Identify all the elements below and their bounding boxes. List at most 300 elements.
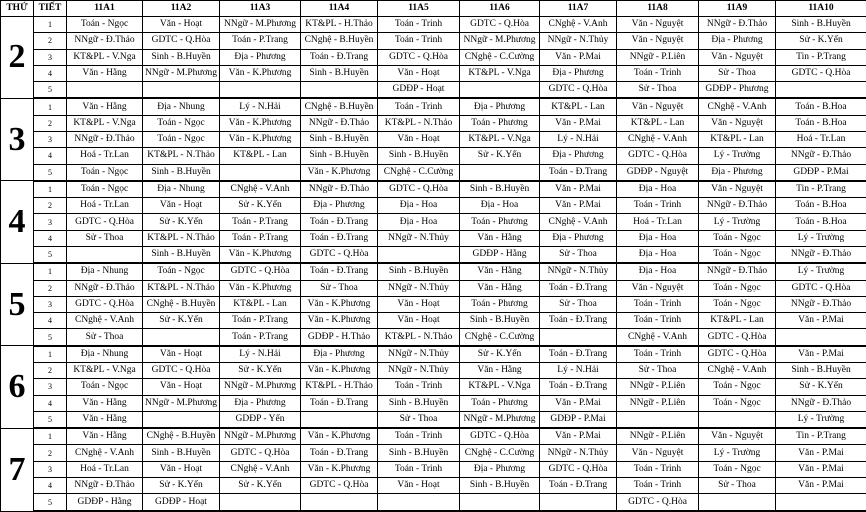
lesson-cell: GDĐP - P.Mai bbox=[540, 411, 617, 428]
table-row bbox=[1, 379, 866, 395]
period-number: 2 bbox=[34, 363, 67, 379]
lesson-cell: Tin - P.Trang bbox=[776, 428, 866, 445]
period-number: 5 bbox=[34, 247, 67, 264]
table-row bbox=[1, 280, 866, 296]
lesson-cell: NNgữ - P.Liên bbox=[617, 49, 699, 65]
lesson-cell bbox=[540, 329, 617, 346]
header-class: 11A5 bbox=[378, 1, 460, 17]
lesson-cell: Văn - K.Phương bbox=[220, 132, 301, 148]
lesson-cell: GDĐP - Hằng bbox=[67, 494, 143, 511]
lesson-cell: NNgữ - Đ.Thảo bbox=[776, 296, 866, 312]
lesson-cell: GDTC - Q.Hòa bbox=[540, 82, 617, 99]
header-class: 11A2 bbox=[143, 1, 220, 17]
period-number: 3 bbox=[34, 132, 67, 148]
lesson-cell: Văn - Hằng bbox=[67, 98, 143, 115]
header-row bbox=[1, 1, 866, 17]
lesson-cell: Địa - Hoa bbox=[617, 230, 699, 246]
lesson-cell: Sinh - B.Huyền bbox=[460, 181, 540, 198]
lesson-cell: CNghệ - V.Anh bbox=[220, 181, 301, 198]
lesson-cell: NNgữ - M.Phương bbox=[143, 65, 220, 81]
period-number: 1 bbox=[34, 98, 67, 115]
lesson-cell: Toán - Ngọc bbox=[67, 17, 143, 33]
period-number: 2 bbox=[34, 33, 67, 49]
period-number: 1 bbox=[34, 17, 67, 33]
lesson-cell: Văn - Nguyệt bbox=[617, 17, 699, 33]
lesson-cell: CNghệ - V.Anh bbox=[67, 445, 143, 461]
lesson-cell: Sinh - B.Huyền bbox=[460, 478, 540, 494]
lesson-cell: Địa - Hoa bbox=[617, 181, 699, 198]
lesson-cell: Toán - Ngọc bbox=[143, 263, 220, 280]
lesson-cell: NNgữ - P.Liên bbox=[617, 379, 699, 395]
table-row bbox=[1, 478, 866, 494]
period-number: 2 bbox=[34, 445, 67, 461]
table-row bbox=[1, 98, 866, 115]
lesson-cell bbox=[617, 411, 699, 428]
lesson-cell: Toán - Đ.Trang bbox=[540, 346, 617, 363]
lesson-cell: GDTC - Q.Hòa bbox=[67, 296, 143, 312]
header-class: 11A8 bbox=[617, 1, 699, 17]
lesson-cell: CNghệ - V.Anh bbox=[617, 329, 699, 346]
lesson-cell: GDĐP - Yến bbox=[220, 411, 301, 428]
lesson-cell: NNgữ - Đ.Thảo bbox=[301, 115, 378, 131]
lesson-cell bbox=[143, 411, 220, 428]
lesson-cell: GDĐP - Nguyệt bbox=[617, 164, 699, 181]
lesson-cell: Sinh - B.Huyền bbox=[378, 263, 460, 280]
lesson-cell: Toán - P.Trang bbox=[220, 230, 301, 246]
lesson-cell: Văn - P.Mai bbox=[776, 445, 866, 461]
lesson-cell: KT&PL - Lan bbox=[220, 148, 301, 164]
lesson-cell: KT&PL - N.Thảo bbox=[143, 230, 220, 246]
lesson-cell: GDTC - Q.Hòa bbox=[220, 445, 301, 461]
lesson-cell: Toán - Đ.Trang bbox=[301, 263, 378, 280]
lesson-cell: CNghệ - C.Cường bbox=[460, 329, 540, 346]
lesson-cell: GDTC - Q.Hòa bbox=[617, 494, 699, 511]
period-number: 4 bbox=[34, 395, 67, 411]
header-class: 11A7 bbox=[540, 1, 617, 17]
period-number: 3 bbox=[34, 461, 67, 477]
lesson-cell: KT&PL - Lan bbox=[699, 132, 776, 148]
lesson-cell bbox=[67, 82, 143, 99]
lesson-cell: Địa - Phương bbox=[301, 198, 378, 214]
header-class: 11A10 bbox=[776, 1, 866, 17]
lesson-cell: CNghệ - B.Huyền bbox=[301, 98, 378, 115]
lesson-cell: Sử - Thoa bbox=[540, 247, 617, 264]
lesson-cell: GDTC - Q.Hòa bbox=[776, 280, 866, 296]
lesson-cell: Toán - Phương bbox=[460, 395, 540, 411]
lesson-cell: NNgữ - N.Thủy bbox=[378, 346, 460, 363]
table-row bbox=[1, 445, 866, 461]
lesson-cell bbox=[67, 247, 143, 264]
lesson-cell: Sử - Thoa bbox=[301, 280, 378, 296]
lesson-cell: NNgữ - M.Phương bbox=[220, 428, 301, 445]
lesson-cell: Địa - Phương bbox=[220, 395, 301, 411]
lesson-cell: Văn - Nguyệt bbox=[617, 445, 699, 461]
lesson-cell: Toán - Đ.Trang bbox=[301, 214, 378, 230]
lesson-cell: Toán - Đ.Trang bbox=[540, 280, 617, 296]
lesson-cell: Sử - Thoa bbox=[617, 82, 699, 99]
lesson-cell: Văn - Hoạt bbox=[143, 17, 220, 33]
lesson-cell: Văn - Hằng bbox=[460, 363, 540, 379]
period-number: 5 bbox=[34, 82, 67, 99]
lesson-cell: Địa - Nhung bbox=[143, 181, 220, 198]
lesson-cell: Toán - B.Hoa bbox=[776, 198, 866, 214]
lesson-cell: KT&PL - V.Nga bbox=[67, 115, 143, 131]
lesson-cell bbox=[301, 494, 378, 511]
lesson-cell bbox=[143, 329, 220, 346]
lesson-cell: Văn - K.Phương bbox=[220, 247, 301, 264]
lesson-cell: Văn - P.Mai bbox=[540, 198, 617, 214]
lesson-cell: Văn - P.Mai bbox=[776, 346, 866, 363]
lesson-cell: Văn - P.Mai bbox=[776, 313, 866, 329]
lesson-cell: KT&PL - H.Thảo bbox=[301, 17, 378, 33]
lesson-cell: Toán - Ngọc bbox=[699, 296, 776, 312]
lesson-cell: Toán - Trinh bbox=[378, 33, 460, 49]
table-row bbox=[1, 115, 866, 131]
table-row bbox=[1, 329, 866, 346]
lesson-cell: Toán - P.Trang bbox=[220, 313, 301, 329]
lesson-cell: KT&PL - H.Thảo bbox=[301, 379, 378, 395]
lesson-cell: Toán - Ngọc bbox=[699, 230, 776, 246]
lesson-cell: Sử - K.Yến bbox=[220, 363, 301, 379]
lesson-cell: NNgữ - N.Thủy bbox=[540, 263, 617, 280]
lesson-cell: Địa - Phương bbox=[540, 230, 617, 246]
lesson-cell: Văn - K.Phương bbox=[301, 428, 378, 445]
lesson-cell: Toán - Đ.Trang bbox=[540, 478, 617, 494]
lesson-cell: NNgữ - Đ.Thảo bbox=[67, 478, 143, 494]
lesson-cell: Toán - B.Hoa bbox=[776, 214, 866, 230]
lesson-cell: NNgữ - N.Thủy bbox=[378, 230, 460, 246]
table-row bbox=[1, 33, 866, 49]
lesson-cell: Sử - K.Yến bbox=[220, 198, 301, 214]
lesson-cell: Sử - Thoa bbox=[540, 296, 617, 312]
lesson-cell: KT&PL - V.Nga bbox=[460, 379, 540, 395]
lesson-cell: CNghệ - B.Huyền bbox=[143, 296, 220, 312]
day-label: 3 bbox=[1, 98, 34, 180]
period-number: 3 bbox=[34, 214, 67, 230]
header-day: THỨ bbox=[1, 1, 34, 17]
lesson-cell: Sử - Thoa bbox=[699, 65, 776, 81]
lesson-cell: KT&PL - V.Nga bbox=[460, 132, 540, 148]
lesson-cell: Sinh - B.Huyền bbox=[301, 132, 378, 148]
day-label: 6 bbox=[1, 346, 34, 428]
lesson-cell: Văn - Hoạt bbox=[143, 198, 220, 214]
lesson-cell: Văn - K.Phương bbox=[301, 363, 378, 379]
lesson-cell: Sinh - B.Huyền bbox=[143, 445, 220, 461]
lesson-cell: NNgữ - Đ.Thảo bbox=[301, 181, 378, 198]
table-row bbox=[1, 411, 866, 428]
lesson-cell: Sinh - B.Huyền bbox=[143, 247, 220, 264]
lesson-cell: Toán - Phương bbox=[460, 214, 540, 230]
table-row bbox=[1, 247, 866, 264]
table-row bbox=[1, 230, 866, 246]
lesson-cell: Sử - K.Yến bbox=[776, 379, 866, 395]
lesson-cell bbox=[301, 411, 378, 428]
lesson-cell: GDTC - Q.Hòa bbox=[67, 214, 143, 230]
day-label: 4 bbox=[1, 181, 34, 263]
lesson-cell: Sinh - B.Huyền bbox=[776, 17, 866, 33]
lesson-cell: KT&PL - V.Nga bbox=[460, 65, 540, 81]
lesson-cell: Sử - K.Yến bbox=[143, 313, 220, 329]
period-number: 3 bbox=[34, 379, 67, 395]
day-label: 5 bbox=[1, 263, 34, 345]
lesson-cell: Văn - Hằng bbox=[460, 280, 540, 296]
lesson-cell: GDTC - Q.Hòa bbox=[143, 363, 220, 379]
lesson-cell: Địa - Phương bbox=[460, 461, 540, 477]
lesson-cell: Địa - Hoa bbox=[617, 247, 699, 264]
lesson-cell: Sinh - B.Huyền bbox=[143, 49, 220, 65]
lesson-cell: NNgữ - P.Liên bbox=[617, 428, 699, 445]
lesson-cell: Văn - Hoạt bbox=[378, 132, 460, 148]
lesson-cell: Địa - Phương bbox=[220, 49, 301, 65]
lesson-cell: Văn - P.Mai bbox=[776, 478, 866, 494]
lesson-cell: Địa - Phương bbox=[699, 164, 776, 181]
lesson-cell: Văn - P.Mai bbox=[540, 428, 617, 445]
lesson-cell: Văn - K.Phương bbox=[301, 461, 378, 477]
lesson-cell: NNgữ - Đ.Thảo bbox=[699, 17, 776, 33]
lesson-cell: Toán - Đ.Trang bbox=[540, 313, 617, 329]
lesson-cell: KT&PL - Lan bbox=[617, 115, 699, 131]
lesson-cell: Toán - Trinh bbox=[378, 461, 460, 477]
lesson-cell: Toán - Ngọc bbox=[67, 379, 143, 395]
lesson-cell: Toán - Đ.Trang bbox=[301, 49, 378, 65]
day-label: 7 bbox=[1, 428, 34, 511]
lesson-cell: Lý - Trường bbox=[776, 411, 866, 428]
lesson-cell: NNgữ - M.Phương bbox=[220, 379, 301, 395]
lesson-cell: Toán - Trinh bbox=[617, 346, 699, 363]
lesson-cell: KT&PL - N.Thảo bbox=[143, 280, 220, 296]
table-row bbox=[1, 198, 866, 214]
lesson-cell: NNgữ - M.Phương bbox=[220, 17, 301, 33]
lesson-cell: Sử - K.Yến bbox=[460, 148, 540, 164]
lesson-cell: Toán - Trinh bbox=[617, 313, 699, 329]
lesson-cell: NNgữ - Đ.Thảo bbox=[776, 148, 866, 164]
lesson-cell: Toán - Trinh bbox=[378, 379, 460, 395]
period-number: 5 bbox=[34, 329, 67, 346]
lesson-cell bbox=[460, 494, 540, 511]
lesson-cell: CNghệ - V.Anh bbox=[699, 363, 776, 379]
lesson-cell: Sinh - B.Huyền bbox=[301, 65, 378, 81]
period-number: 5 bbox=[34, 411, 67, 428]
lesson-cell: Địa - Phương bbox=[540, 65, 617, 81]
lesson-cell: Văn - Hoạt bbox=[143, 346, 220, 363]
lesson-cell: GDTC - Q.Hòa bbox=[220, 263, 301, 280]
lesson-cell: Sử - K.Yến bbox=[776, 33, 866, 49]
lesson-cell bbox=[220, 82, 301, 99]
period-number: 5 bbox=[34, 494, 67, 511]
lesson-cell: Văn - Nguyệt bbox=[699, 181, 776, 198]
lesson-cell: Toán - Trinh bbox=[617, 198, 699, 214]
lesson-cell: NNgữ - Đ.Thảo bbox=[67, 280, 143, 296]
lesson-cell: Văn - Hoạt bbox=[378, 296, 460, 312]
table-row bbox=[1, 346, 866, 363]
header-period: TIẾT bbox=[34, 1, 67, 17]
lesson-cell: Sử - K.Yến bbox=[460, 346, 540, 363]
lesson-cell: Lý - Trường bbox=[776, 230, 866, 246]
lesson-cell: GDTC - Q.Hòa bbox=[540, 461, 617, 477]
lesson-cell: Văn - K.Phương bbox=[220, 65, 301, 81]
lesson-cell: Toán - B.Hoa bbox=[776, 98, 866, 115]
table-row bbox=[1, 494, 866, 511]
table-row bbox=[1, 49, 866, 65]
lesson-cell: Lý - N.Hải bbox=[540, 132, 617, 148]
lesson-cell: Địa - Hoa bbox=[378, 198, 460, 214]
lesson-cell: Sinh - B.Huyền bbox=[776, 363, 866, 379]
lesson-cell: Toán - Trinh bbox=[378, 98, 460, 115]
lesson-cell: Văn - Hoạt bbox=[378, 65, 460, 81]
lesson-cell: Tin - P.Trang bbox=[776, 49, 866, 65]
lesson-cell: Toán - Đ.Trang bbox=[301, 230, 378, 246]
header-class: 11A9 bbox=[699, 1, 776, 17]
timetable-body bbox=[1, 17, 866, 512]
lesson-cell: Toán - P.Trang bbox=[220, 329, 301, 346]
lesson-cell: NNgữ - N.Thủy bbox=[540, 445, 617, 461]
lesson-cell bbox=[460, 164, 540, 181]
header-class: 11A6 bbox=[460, 1, 540, 17]
lesson-cell: GDTC - Q.Hòa bbox=[378, 49, 460, 65]
lesson-cell: GDĐP - P.Mai bbox=[776, 164, 866, 181]
lesson-cell: KT&PL - N.Thảo bbox=[143, 148, 220, 164]
lesson-cell: Sử - Thoa bbox=[67, 230, 143, 246]
lesson-cell: GDTC - Q.Hòa bbox=[301, 247, 378, 264]
table-row bbox=[1, 313, 866, 329]
lesson-cell: Toán - Trinh bbox=[617, 65, 699, 81]
lesson-cell: Toán - Ngọc bbox=[699, 395, 776, 411]
lesson-cell: KT&PL - Lan bbox=[220, 296, 301, 312]
lesson-cell: Tin - P.Trang bbox=[776, 181, 866, 198]
lesson-cell: Văn - Hằng bbox=[67, 428, 143, 445]
lesson-cell: Hoá - Tr.Lan bbox=[67, 148, 143, 164]
lesson-cell: Toán - P.Trang bbox=[220, 33, 301, 49]
lesson-cell bbox=[776, 329, 866, 346]
lesson-cell: Văn - Nguyệt bbox=[617, 98, 699, 115]
lesson-cell: Văn - Hoạt bbox=[143, 461, 220, 477]
lesson-cell: NNgữ - N.Thủy bbox=[378, 363, 460, 379]
period-number: 1 bbox=[34, 263, 67, 280]
lesson-cell: Lý - Trường bbox=[776, 263, 866, 280]
lesson-cell: NNgữ - Đ.Thảo bbox=[776, 247, 866, 264]
lesson-cell: Toán - Ngọc bbox=[699, 280, 776, 296]
lesson-cell bbox=[220, 164, 301, 181]
lesson-cell: Văn - K.Phương bbox=[301, 164, 378, 181]
table-row bbox=[1, 214, 866, 230]
lesson-cell: GDTC - Q.Hòa bbox=[617, 148, 699, 164]
lesson-cell: Địa - Hoa bbox=[460, 198, 540, 214]
lesson-cell: Địa - Nhung bbox=[67, 346, 143, 363]
lesson-cell: GDĐP - Hằng bbox=[460, 247, 540, 264]
lesson-cell: GDTC - Q.Hòa bbox=[143, 33, 220, 49]
lesson-cell: GDĐP - Hoạt bbox=[378, 82, 460, 99]
lesson-cell: Văn - P.Mai bbox=[540, 181, 617, 198]
lesson-cell: Sinh - B.Huyền bbox=[378, 148, 460, 164]
table-row bbox=[1, 17, 866, 33]
lesson-cell: KT&PL - N.Thảo bbox=[378, 329, 460, 346]
header-class: 11A1 bbox=[67, 1, 143, 17]
lesson-cell bbox=[699, 494, 776, 511]
lesson-cell: GDTC - Q.Hòa bbox=[460, 17, 540, 33]
lesson-cell: GDĐP - H.Thảo bbox=[301, 329, 378, 346]
table-row bbox=[1, 461, 866, 477]
lesson-cell: Văn - K.Phương bbox=[220, 280, 301, 296]
lesson-cell: Văn - Hoạt bbox=[378, 313, 460, 329]
lesson-cell: Lý - N.Hải bbox=[540, 363, 617, 379]
lesson-cell: Văn - K.Phương bbox=[220, 115, 301, 131]
lesson-cell: NNgữ - M.Phương bbox=[460, 411, 540, 428]
lesson-cell: Lý - Trường bbox=[699, 148, 776, 164]
lesson-cell: NNgữ - Đ.Thảo bbox=[67, 132, 143, 148]
table-row bbox=[1, 132, 866, 148]
lesson-cell: GDTC - Q.Hòa bbox=[776, 65, 866, 81]
lesson-cell: KT&PL - Lan bbox=[699, 313, 776, 329]
lesson-cell: GDTC - Q.Hòa bbox=[699, 329, 776, 346]
lesson-cell bbox=[776, 494, 866, 511]
lesson-cell: Văn - K.Phương bbox=[301, 313, 378, 329]
lesson-cell: Địa - Phương bbox=[540, 148, 617, 164]
lesson-cell bbox=[143, 82, 220, 99]
lesson-cell: Toán - Ngọc bbox=[67, 181, 143, 198]
lesson-cell: Toán - Trinh bbox=[378, 428, 460, 445]
lesson-cell: KT&PL - V.Nga bbox=[67, 363, 143, 379]
lesson-cell: Lý - N.Hải bbox=[220, 346, 301, 363]
lesson-cell: CNghệ - B.Huyền bbox=[301, 33, 378, 49]
period-number: 4 bbox=[34, 230, 67, 246]
lesson-cell: GDĐP - Phương bbox=[699, 82, 776, 99]
lesson-cell: Toán - Đ.Trang bbox=[301, 395, 378, 411]
period-number: 4 bbox=[34, 65, 67, 81]
lesson-cell: Sử - Thoa bbox=[617, 363, 699, 379]
lesson-cell: NNgữ - P.Liên bbox=[617, 395, 699, 411]
lesson-cell bbox=[699, 411, 776, 428]
lesson-cell: Văn - Nguyệt bbox=[699, 115, 776, 131]
lesson-cell: CNghệ - B.Huyền bbox=[143, 428, 220, 445]
lesson-cell: Toán - Đ.Trang bbox=[540, 164, 617, 181]
lesson-cell bbox=[540, 494, 617, 511]
period-number: 3 bbox=[34, 296, 67, 312]
lesson-cell: Địa - Phương bbox=[301, 346, 378, 363]
lesson-cell: Sinh - B.Huyền bbox=[378, 395, 460, 411]
table-row bbox=[1, 164, 866, 181]
lesson-cell: Toán - Ngọc bbox=[699, 461, 776, 477]
lesson-cell: Toán - Đ.Trang bbox=[301, 445, 378, 461]
lesson-cell: CNghệ - V.Anh bbox=[540, 214, 617, 230]
lesson-cell: Sinh - B.Huyền bbox=[301, 148, 378, 164]
lesson-cell: GDTC - Q.Hòa bbox=[301, 478, 378, 494]
lesson-cell: CNghệ - V.Anh bbox=[699, 98, 776, 115]
lesson-cell: Toán - Trinh bbox=[617, 461, 699, 477]
lesson-cell bbox=[378, 247, 460, 264]
period-number: 1 bbox=[34, 428, 67, 445]
table-row bbox=[1, 181, 866, 198]
lesson-cell: Văn - Hằng bbox=[460, 230, 540, 246]
lesson-cell: Văn - P.Mai bbox=[540, 395, 617, 411]
period-number: 1 bbox=[34, 181, 67, 198]
lesson-cell: Sử - K.Yến bbox=[220, 478, 301, 494]
lesson-cell: Địa - Nhung bbox=[143, 98, 220, 115]
lesson-cell: Văn - Hoạt bbox=[143, 379, 220, 395]
header-class: 11A4 bbox=[301, 1, 378, 17]
lesson-cell: Toán - Phương bbox=[460, 296, 540, 312]
lesson-cell: Toán - P.Trang bbox=[220, 214, 301, 230]
lesson-cell: Văn - P.Mai bbox=[540, 49, 617, 65]
header-class: 11A3 bbox=[220, 1, 301, 17]
lesson-cell: NNgữ - N.Thủy bbox=[378, 280, 460, 296]
lesson-cell: Địa - Hoa bbox=[378, 214, 460, 230]
lesson-cell: CNghệ - C.Cường bbox=[460, 49, 540, 65]
lesson-cell: Sử - Thoa bbox=[378, 411, 460, 428]
lesson-cell: Sử - Thoa bbox=[699, 478, 776, 494]
lesson-cell: Sinh - B.Huyền bbox=[143, 164, 220, 181]
table-row bbox=[1, 82, 866, 99]
day-label: 2 bbox=[1, 17, 34, 99]
